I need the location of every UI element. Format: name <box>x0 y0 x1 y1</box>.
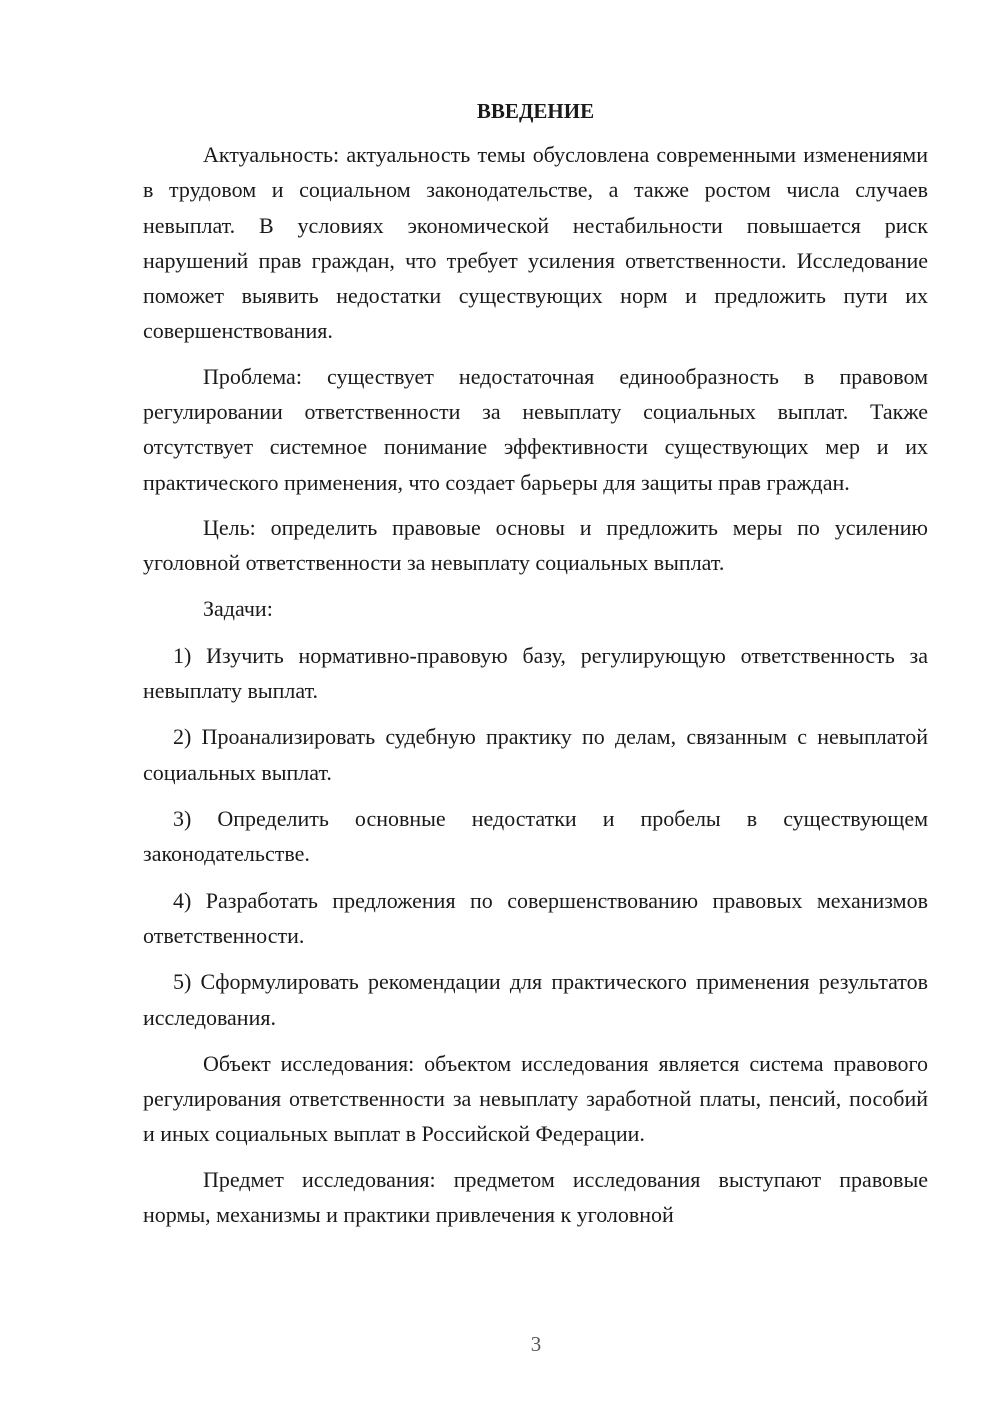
paragraph-relevance: Актуальность: актуальность темы обусловлена современными изменениями в трудовом и социальном законодательстве, а также ростом числа случаев невыплат. В условиях экономической нестабильности повышается риск нарушений прав граждан, что требует усиления ответственности. Исследование поможет выявить недостатки существующих норм и предложить пути их совершенствования. <box>143 142 928 344</box>
task-item-2: 2) Проанализировать судебную практику по делам, связанным с невыплатой социальных выплат. <box>143 724 928 785</box>
paragraph-object: Объект исследования: объектом исследования является система правового регулирования ответственности за невыплату заработной платы, пенсий, пособий и иных социальных выплат в Российской Федерации. <box>143 1050 928 1147</box>
page-title: ВВЕДЕНИЕ <box>476 99 595 123</box>
page-content <box>143 96 928 1242</box>
task-item-3: 3) Определить основные недостатки и пробелы в существующем законодательстве. <box>143 806 928 867</box>
paragraph-goal: Цель: определить правовые основы и предложить меры по усилению уголовной ответственности за невыплату социальных выплат. <box>143 514 928 576</box>
tasks-heading: Задачи: <box>203 595 273 621</box>
page-number: 3 <box>530 1332 542 1356</box>
task-item-5: 5) Сформулировать рекомендации для практического применения результатов исследования. <box>143 969 928 1030</box>
paragraph-subject: Предмет исследования: предметом исследования выступают правовые нормы, механизмы и практики привлечения к уголовной <box>143 1166 928 1228</box>
task-item-1: 1) Изучить нормативно-правовую базу, регулирующую ответственность за невыплату выплат. <box>143 642 928 704</box>
paragraph-problem: Проблема: существует недостаточная единообразность в правовом регулировании ответственности за невыплату социальных выплат. Также отсутствует системное понимание эффективности существующих мер и их практического применения, что создает барьеры для защиты прав граждан. <box>143 363 928 495</box>
task-item-4: 4) Разработать предложения по совершенствованию правовых механизмов ответственности. <box>143 887 928 948</box>
